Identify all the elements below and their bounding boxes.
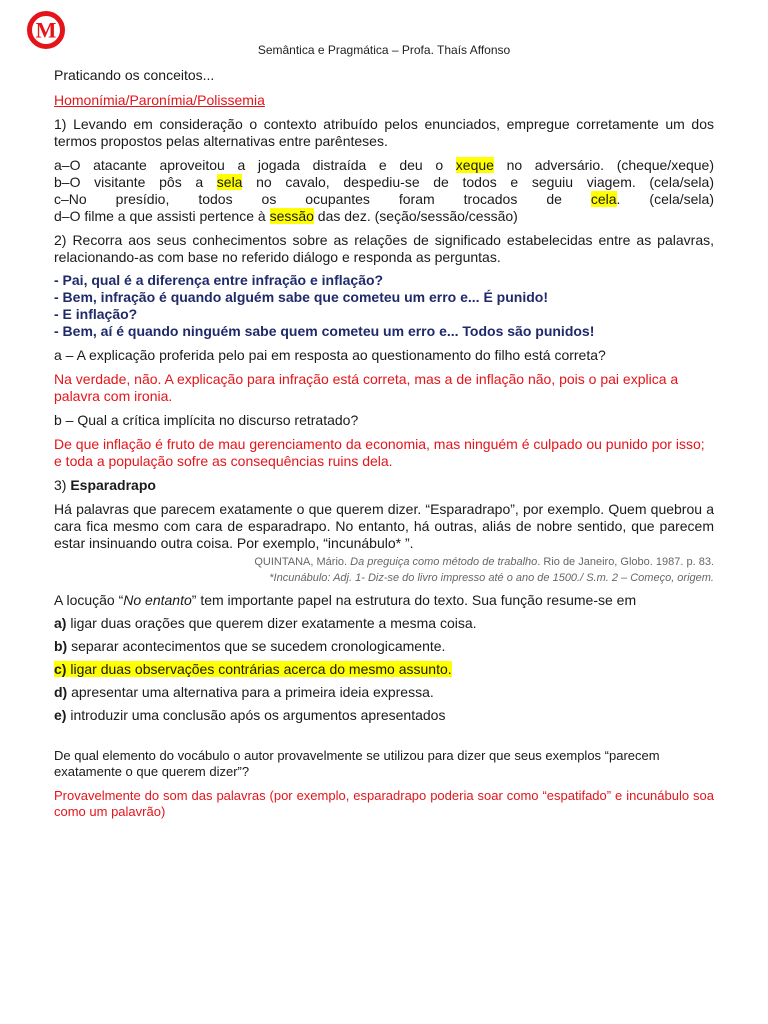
footnote: *Incunábulo: Adj. 1- Diz-se do livro impresso até o ano de 1500./ S.m. 2 – Começo, origem. (269, 572, 714, 584)
final-answer: Provavelmente do som das palavras (por exemplo, esparadrapo poderia soar como “espatifado” e incunábulo soa como um palavrão) (54, 788, 714, 819)
q2-answer-b: De que inflação é fruto de mau gerenciamento da economia, mas ninguém é culpado ou punido por isso; e toda a população sofre as consequências ruins dela. (54, 436, 705, 469)
dialogue-line: - E inflação? (54, 306, 138, 322)
q2-prompt: 2) Recorra aos seus conhecimentos sobre as relações de significado estabelecidas entre as palavras, relacionando-as com base no referido diálogo e responda as perguntas. (54, 232, 714, 265)
option-c-correct: c) ligar duas observações contrárias acerca do mesmo assunto. (54, 661, 452, 677)
q1-items (54, 157, 714, 225)
citation: QUINTANA, Mário. Da preguiça como método de trabalho. Rio de Janeiro, Globo. 1987. p. 83. (254, 556, 714, 568)
dialogue-line: - Pai, qual é a diferença entre infração e inflação? (54, 272, 384, 288)
option-b: b) separar acontecimentos que se sucedem cronologicamente. (54, 638, 446, 654)
q2-answer-a: Na verdade, não. A explicação para infração está correta, mas a de inflação não, pois o pai explica a palavra com ironia. (54, 371, 679, 404)
option-a: a) ligar duas orações que querem dizer exatamente a mesma coisa. (54, 615, 477, 631)
q1-item-d: d–O filme a que assisti pertence à sessão das dez. (seção/sessão/cessão) (54, 208, 518, 224)
logo-letter: M (35, 17, 57, 43)
section-title: Homonímia/Paronímia/Polissemia (54, 92, 265, 108)
q3-question: A locução “No entanto” tem importante papel na estrutura do texto. Sua função resume-se em (54, 592, 637, 608)
q3-passage: Há palavras que parecem exatamente o que querem dizer. “Esparadrapo”, por exemplo. Quem quebrou a cara fica mesmo com cara de esparadrapo. No entanto, há outras, aliás de nobre sentido, que parecem estar insinuando outra coisa. Por exemplo, “incunábulo* ”. (54, 501, 714, 551)
final-question: De qual elemento do vocábulo o autor provavelmente se utilizou para dizer que seus exemplos “parecem exatamente o que querem dizer”? (54, 748, 660, 779)
q3-heading: 3) Esparadrapo (54, 477, 156, 493)
q1-item-a: a–O atacante aproveitou a jogada distraída e deu o xeque no adversário. (cheque/xeque) (54, 157, 714, 173)
q1-item-c: c–No presídio, todos os ocupantes foram trocados de cela. (cela/sela) (54, 191, 714, 207)
q1-prompt: 1) Levando em consideração o contexto atribuído pelos enunciados, empregue corretamente um dos termos propostos pelas alternativas entre parênteses. (54, 116, 714, 149)
document-body (54, 67, 714, 820)
page-header: Semântica e Pragmática – Profa. Thaís Affonso (257, 43, 511, 57)
q2-question-a: a – A explicação proferida pelo pai em resposta ao questionamento do filho está correta? (54, 347, 606, 363)
intro-text: Praticando os conceitos... (54, 67, 215, 83)
q2-dialogue (54, 272, 714, 340)
dialogue-line: - Bem, aí é quando ninguém sabe quem cometeu um erro e... Todos são punidos! (54, 323, 595, 339)
option-e: e) introduzir uma conclusão após os argumentos apresentados (54, 707, 446, 723)
q2-question-b: b – Qual a crítica implícita no discurso retratado? (54, 412, 359, 428)
option-d: d) apresentar uma alternativa para a primeira ideia expressa. (54, 684, 434, 700)
q1-item-b: b–O visitante pôs a sela no cavalo, despediu-se de todos e seguiu viagem. (cela/sela) (54, 174, 714, 190)
dialogue-line: - Bem, infração é quando alguém sabe que cometeu um erro e... É punido! (54, 289, 548, 305)
